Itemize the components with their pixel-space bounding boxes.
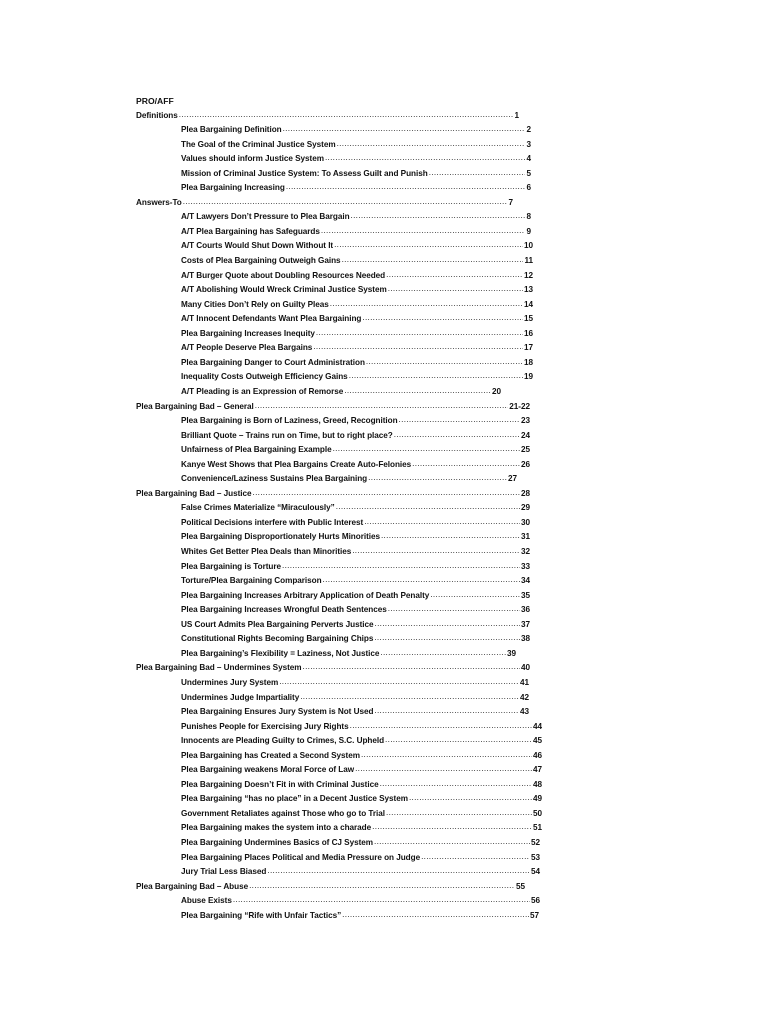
toc-entry-title: A/T Innocent Defendants Want Plea Bargaining <box>181 314 362 324</box>
toc-entry <box>181 210 531 224</box>
toc-entry-title: Unfairness of Plea Bargaining Example <box>181 445 332 455</box>
toc-entry-title: Political Decisions interfere with Public Interest <box>181 517 364 527</box>
toc-page-number: 6 <box>526 183 531 193</box>
toc-page-number: 51 <box>532 823 542 833</box>
toc-entry-title: Abuse Exists <box>181 896 232 906</box>
toc-entry-title: Plea Bargaining’s Flexibility = Laziness, Not Justice <box>181 648 380 658</box>
toc-entry <box>181 560 530 574</box>
toc-entry-title: Punishes People for Exercising Jury Rights <box>181 721 349 731</box>
dot-leader <box>375 617 520 631</box>
toc-page-number: 55 <box>515 881 525 891</box>
toc-entry-title: Definitions <box>136 110 178 120</box>
toc-entry-title: US Court Admits Plea Bargaining Perverts Justice <box>181 619 374 629</box>
toc-entry <box>181 370 533 384</box>
toc-entry-title: A/T People Deserve Plea Bargains <box>181 343 313 353</box>
dot-leader <box>255 399 509 413</box>
toc-entry <box>181 501 530 515</box>
toc-page-number: 17 <box>523 343 533 353</box>
toc-page-number: 39 <box>506 648 516 658</box>
toc-entry-title: Plea Bargaining Undermines Basics of CJ System <box>181 838 373 847</box>
toc-page-number: 2 <box>526 125 531 135</box>
dot-leader <box>334 238 523 252</box>
dot-leader <box>282 559 520 573</box>
dot-leader <box>349 369 523 383</box>
toc-page-number: 25 <box>520 445 530 455</box>
dot-leader <box>330 297 523 311</box>
toc-entry <box>181 574 530 588</box>
dot-leader <box>421 850 530 864</box>
dot-leader <box>336 500 520 514</box>
toc-page-number: 19 <box>523 372 533 382</box>
dot-leader <box>368 471 507 485</box>
toc-section-entry <box>136 109 519 123</box>
toc-entry <box>181 530 530 544</box>
toc-entry <box>181 283 533 297</box>
toc-entry <box>181 167 531 181</box>
toc-page-number: 3 <box>526 139 531 149</box>
dot-leader <box>364 515 520 529</box>
toc-entry <box>181 341 533 355</box>
toc-entry-title: Plea Bargaining Places Political and Media Pressure on Judge <box>181 852 421 862</box>
toc-entry-title: Plea Bargaining is Born of Laziness, Greed, Recognition <box>181 416 398 426</box>
toc-entry <box>181 647 516 661</box>
toc-entry-title: Mission of Criminal Justice System: To Assess Guilt and Punish <box>181 168 428 178</box>
toc-entry <box>181 429 530 443</box>
dot-leader <box>283 122 526 136</box>
toc-entry-title: Costs of Plea Bargaining Outweigh Gains <box>181 256 341 265</box>
toc-entry <box>181 298 533 312</box>
toc-entry <box>181 603 530 617</box>
toc-entry <box>181 254 533 268</box>
toc-entry-title: A/T Plea Bargaining has Safeguards <box>181 226 320 236</box>
toc-entry-title: Many Cities Don’t Rely on Guilty Pleas <box>181 299 329 309</box>
dot-leader <box>388 602 520 616</box>
toc-entry-title: A/T Pleading is an Expression of Remorse <box>181 386 344 396</box>
dot-leader <box>380 646 506 660</box>
toc-entry-title: Torture/Plea Bargaining Comparison <box>181 576 322 586</box>
toc-entry-title: A/T Abolishing Would Wreck Criminal Justice System <box>181 285 387 295</box>
toc-entry <box>181 763 542 777</box>
toc-entry <box>181 356 533 370</box>
dot-leader <box>303 660 520 674</box>
dot-leader <box>361 748 532 762</box>
toc-entry <box>181 851 540 865</box>
toc-page-number: 36 <box>520 605 530 615</box>
dot-leader <box>381 529 520 543</box>
toc-entry <box>181 865 540 879</box>
dot-leader <box>337 137 526 151</box>
toc-page-number: 34 <box>520 576 530 586</box>
toc-entry <box>181 632 530 646</box>
section-heading: PRO/AFF <box>136 96 174 106</box>
toc-entry <box>181 152 531 166</box>
toc-entry <box>181 269 533 283</box>
toc-entry <box>181 239 533 253</box>
toc-entry-title: Government Retaliates against Those who go to Trial <box>181 808 385 818</box>
dot-leader <box>374 704 519 718</box>
toc-page-number: 53 <box>530 852 540 862</box>
toc-entry-title: Plea Bargaining is Torture <box>181 561 282 571</box>
toc-entry-title: The Goal of the Criminal Justice System <box>181 139 336 149</box>
toc-entry <box>181 589 530 603</box>
toc-page-number: 47 <box>532 765 542 775</box>
toc-entry <box>181 778 542 792</box>
toc-entry <box>181 123 531 137</box>
dot-leader <box>409 791 532 805</box>
toc-page-number: 38 <box>520 634 530 644</box>
toc-page-number: 1 <box>514 110 519 120</box>
toc-entry <box>181 821 542 835</box>
toc-entry-title: Plea Bargaining “has no place” in a Decent Justice System <box>181 794 408 804</box>
toc-entry <box>181 327 533 341</box>
toc-page-number: 50 <box>532 808 542 818</box>
toc-entry-title: Plea Bargaining has Created a Second System <box>181 750 360 760</box>
toc-entry <box>181 618 530 632</box>
dot-leader <box>412 457 520 471</box>
toc-entry-title: Plea Bargaining Increases Arbitrary Application of Death Penalty <box>181 590 430 600</box>
toc-entry <box>181 138 531 152</box>
toc-page-number: 26 <box>520 459 530 469</box>
dot-leader <box>179 108 514 122</box>
toc-page-number: 7 <box>508 197 513 207</box>
toc-entry-title: Plea Bargaining Bad – Abuse <box>136 881 249 891</box>
toc-entry <box>181 414 530 428</box>
toc-page-number: 32 <box>520 547 530 556</box>
toc-entry <box>181 691 529 705</box>
toc-entry-title: Undermines Judge Impartiality <box>181 692 300 702</box>
toc-entry <box>181 836 540 850</box>
toc-entry-title: Plea Bargaining Increasing <box>181 183 285 193</box>
toc-entry-title: Plea Bargaining weakens Moral Force of Law <box>181 765 355 775</box>
dot-leader <box>342 908 529 922</box>
dot-leader <box>342 253 524 267</box>
toc-entry <box>181 472 517 486</box>
dot-leader <box>333 442 520 456</box>
toc-entry <box>181 225 531 239</box>
toc-entry-title: Plea Bargaining Bad – Undermines System <box>136 663 302 673</box>
toc-page-number: 16 <box>523 328 533 338</box>
toc-section-entry <box>136 880 525 894</box>
dot-leader <box>316 326 523 340</box>
toc-entry-title: Plea Bargaining Doesn’t Fit in with Criminal Justice <box>181 779 379 789</box>
toc-page-number: 21-22 <box>509 401 530 411</box>
toc-entry-title: Plea Bargaining Increases Wrongful Death Sentences <box>181 605 387 615</box>
toc-entry-title: Inequality Costs Outweigh Efficiency Gains <box>181 372 348 382</box>
toc-page-number: 29 <box>520 503 530 513</box>
toc-entry <box>181 545 530 559</box>
dot-leader <box>183 195 508 209</box>
dot-leader <box>350 719 532 733</box>
dot-leader <box>430 588 520 602</box>
toc-entry <box>181 792 542 806</box>
toc-page-number: 33 <box>520 561 530 571</box>
dot-leader <box>325 151 526 165</box>
toc-entry-title: Plea Bargaining “Rife with Unfair Tactics” <box>181 910 342 920</box>
toc-entry <box>181 909 539 923</box>
toc-entry-title: Plea Bargaining Ensures Jury System is Not Used <box>181 707 374 717</box>
dot-leader <box>267 864 530 878</box>
toc-page-number: 46 <box>532 750 542 760</box>
toc-entry-title: Values should inform Justice System <box>181 154 324 164</box>
toc-entry <box>181 181 531 195</box>
toc-entry-title: Plea Bargaining Bad – General <box>136 401 254 411</box>
dot-leader <box>394 428 520 442</box>
dot-leader <box>313 340 523 354</box>
toc-entry-title: Innocents are Pleading Guilty to Crimes, S.C. Upheld <box>181 736 385 746</box>
dot-leader <box>351 209 526 223</box>
toc-entry-title: Constitutional Rights Becoming Bargaining Chips <box>181 634 374 644</box>
toc-entry <box>181 312 533 326</box>
toc-page-number: 24 <box>520 430 530 440</box>
dot-leader <box>386 806 532 820</box>
toc-page-number: 20 <box>491 386 501 396</box>
toc-entry-title: Kanye West Shows that Plea Bargains Create Auto-Felonies <box>181 459 412 469</box>
toc-page-number: 8 <box>526 212 531 222</box>
dot-leader <box>253 486 520 500</box>
toc-page-number: 15 <box>523 314 533 324</box>
toc-entry-title: Whites Get Better Plea Deals than Minorities <box>181 547 352 556</box>
dot-leader <box>323 573 520 587</box>
toc-page-number: 23 <box>520 416 530 426</box>
toc-page-number: 11 <box>524 256 533 265</box>
toc-section-entry <box>136 400 530 414</box>
toc-page-number: 4 <box>526 154 531 164</box>
toc-entry-title: A/T Lawyers Don’t Pressure to Plea Bargain <box>181 212 350 222</box>
toc-page-number: 27 <box>507 474 517 484</box>
toc-page-number: 45 <box>532 736 542 746</box>
toc-entry-title: Undermines Jury System <box>181 677 279 687</box>
toc-entry-title: Brilliant Quote – Trains run on Time, but to right place? <box>181 430 393 440</box>
toc-page-number: 28 <box>520 488 530 498</box>
toc-page-number: 30 <box>520 517 530 527</box>
dot-leader <box>366 355 523 369</box>
toc-page-number: 41 <box>519 677 529 687</box>
toc-entry-title: A/T Burger Quote about Doubling Resources Needed <box>181 270 386 280</box>
dot-leader <box>380 777 532 791</box>
toc-page-number: 43 <box>519 707 529 717</box>
toc-entry-title: Plea Bargaining Danger to Court Administration <box>181 357 365 367</box>
toc-page-number: 10 <box>523 241 533 251</box>
toc-page-number: 9 <box>526 226 531 236</box>
toc-entry <box>181 720 542 734</box>
toc-page-number: 13 <box>523 285 533 295</box>
dot-leader <box>374 835 530 849</box>
dot-leader <box>300 690 519 704</box>
toc-entry-title: Convenience/Laziness Sustains Plea Bargaining <box>181 474 368 484</box>
dot-leader <box>386 268 523 282</box>
toc-page-number: 37 <box>520 619 530 629</box>
dot-leader <box>399 413 520 427</box>
toc-page-number: 52 <box>530 838 540 847</box>
toc-page-number: 54 <box>530 867 540 877</box>
toc-entry-title: Plea Bargaining Definition <box>181 125 282 135</box>
toc-entry <box>181 443 530 457</box>
toc-page-number: 35 <box>520 590 530 600</box>
dot-leader <box>362 311 523 325</box>
toc-page-number: 5 <box>526 168 531 178</box>
dot-leader <box>374 631 520 645</box>
toc-entry <box>181 734 542 748</box>
dot-leader <box>355 762 532 776</box>
toc-entry <box>181 894 540 908</box>
toc-entry-title: Plea Bargaining Increases Inequity <box>181 328 315 338</box>
toc-page-number: 40 <box>520 663 530 673</box>
toc-entry-title: Plea Bargaining Disproportionately Hurts Minorities <box>181 532 380 542</box>
toc-entry-title: Jury Trial Less Biased <box>181 867 267 877</box>
toc-entry-title: Plea Bargaining Bad – Justice <box>136 488 252 498</box>
toc-page-number: 42 <box>519 692 529 702</box>
dot-leader <box>352 544 520 558</box>
toc-section-entry <box>136 196 513 210</box>
toc-entry <box>181 458 530 472</box>
dot-leader <box>321 224 526 238</box>
toc-page-number: 31 <box>520 532 530 542</box>
toc-entry <box>181 385 501 399</box>
toc-entry <box>181 749 542 763</box>
toc-page-number: 57 <box>529 910 539 920</box>
toc-entry-title: Answers-To <box>136 197 182 207</box>
toc-entry <box>181 516 530 530</box>
toc-entry <box>181 705 529 719</box>
dot-leader <box>385 733 532 747</box>
toc-entry <box>181 807 542 821</box>
dot-leader <box>279 675 519 689</box>
toc-page-number: 12 <box>523 270 533 280</box>
toc-section-entry <box>136 661 530 675</box>
dot-leader <box>233 893 530 907</box>
toc-page-number: 18 <box>523 357 533 367</box>
dot-leader <box>286 180 526 194</box>
toc-page-number: 56 <box>530 896 540 906</box>
toc-entry-title: False Crimes Materialize “Miraculously” <box>181 503 335 513</box>
toc-page-number: 44 <box>532 721 542 731</box>
dot-leader <box>429 166 526 180</box>
dot-leader <box>388 282 523 296</box>
dot-leader <box>372 820 532 834</box>
toc-section-entry <box>136 487 530 501</box>
toc-page-number: 14 <box>523 299 533 309</box>
toc-page-number: 48 <box>532 779 542 789</box>
toc-page-number: 49 <box>532 794 542 804</box>
toc-entry <box>181 676 529 690</box>
dot-leader <box>344 384 491 398</box>
toc-entry-title: A/T Courts Would Shut Down Without It <box>181 241 334 251</box>
toc-entry-title: Plea Bargaining makes the system into a charade <box>181 823 372 833</box>
dot-leader <box>249 879 515 893</box>
